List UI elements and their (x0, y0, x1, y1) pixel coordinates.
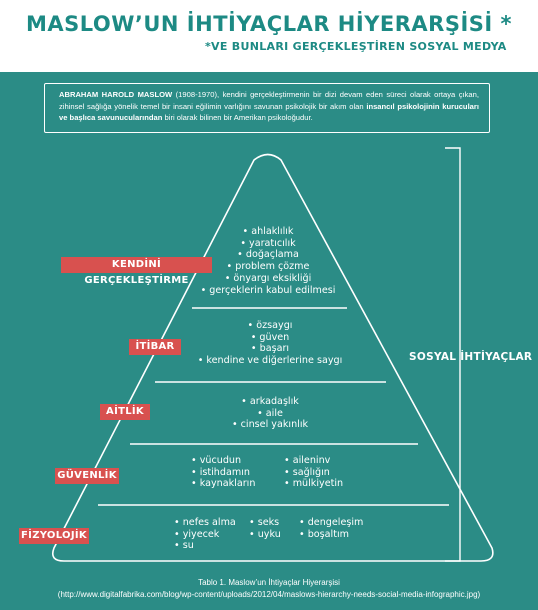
list-item: • kaynakların (191, 478, 256, 490)
list-item: • vücudun (191, 455, 242, 466)
list-item: • seks (249, 517, 280, 528)
list-item: • cinsel yakınlık (231, 419, 309, 431)
intro-part1: kendini gerçekleştirmenin bir dizi devam eden süreci olarak ortaya çıkan, zihinsel sağlığa yönelik temel bir insani eğilimin varlığını savunan psikolojik bir akım olan (59, 90, 479, 111)
list-item: • yiyecek (174, 528, 220, 540)
list-item: • güven (250, 331, 290, 343)
list-item: • aile (257, 407, 283, 419)
list-item: • uyku (249, 528, 281, 540)
level-items-physiological-col3 (299, 517, 363, 540)
intro-bold: insancıl psikolojinin kurucuları ve başlıca savunucularından (59, 101, 479, 122)
level-label-physiological: FİZYOLOJİK (19, 528, 89, 544)
level-items-physiological-col2 (249, 517, 281, 540)
list-item: • dengeleşim (299, 517, 364, 528)
list-item: • problem çözme (226, 261, 310, 273)
list-item: • nefes alma (174, 517, 236, 528)
list-item: • mülkiyetin (284, 478, 344, 490)
list-item: • istihdamın (191, 466, 250, 478)
list-item: • doğaçlama (237, 249, 299, 261)
list-item: • aileninv (284, 455, 331, 466)
caption-source: (http://www.digitalfabrika.com/blog/wp-content/uploads/2012/04/maslows-hierarchy-needs-social-media-infographic.jpg) (57, 590, 481, 599)
list-item: • başarı (250, 343, 290, 355)
level-items-physiological-col1 (174, 517, 236, 552)
list-item: • ahlaklılık (242, 226, 294, 237)
level-items-safety-col2 (284, 455, 343, 490)
level-items-belonging (200, 396, 340, 431)
list-item: • arkadaşlık (241, 396, 299, 407)
level-items-esteem (190, 320, 350, 367)
list-item: • sağlığın (284, 466, 330, 478)
level-label-esteem: İTİBAR (129, 339, 181, 355)
level-label-self-actualization: KENDİNİ GERÇEKLEŞTİRME (61, 257, 212, 273)
intro-name: ABRAHAM HAROLD MASLOW (59, 90, 173, 99)
intro-part2: biri olarak bilinen bir Amerikan psikoloğudur. (164, 113, 313, 122)
level-items-self-actualization (188, 226, 348, 296)
list-item: • önyargı eksikliği (224, 272, 312, 284)
intro-years: (1908-1970), (175, 90, 220, 99)
list-item: • su (174, 540, 194, 552)
caption-title: Tablo 1. Maslow’un İhtiyaçlar Hiyerarşisi (198, 578, 340, 587)
list-item: • boşaltım (299, 528, 349, 540)
level-items-safety-col1 (191, 455, 255, 490)
list-item: • gerçeklerin kabul edilmesi (200, 284, 336, 296)
list-item: • özsaygı (247, 320, 293, 331)
sosyal-ihtiyaclar-label: SOSYAL İHTİYAÇLAR (409, 351, 533, 363)
list-item: • kendine ve diğerlerine saygı (197, 355, 343, 367)
level-label-safety: GÜVENLİK (55, 468, 119, 484)
page-title: MASLOW’UN İHTİYAÇLAR HİYERARŞİSİ * (25, 12, 513, 36)
level-label-belonging: AİTLİK (100, 404, 150, 420)
page-subtitle: *VE BUNLARI GERÇEKLEŞTİREN SOSYAL MEDYA (205, 40, 507, 53)
figure-caption (0, 577, 538, 601)
list-item: • yaratıcılık (240, 237, 296, 249)
